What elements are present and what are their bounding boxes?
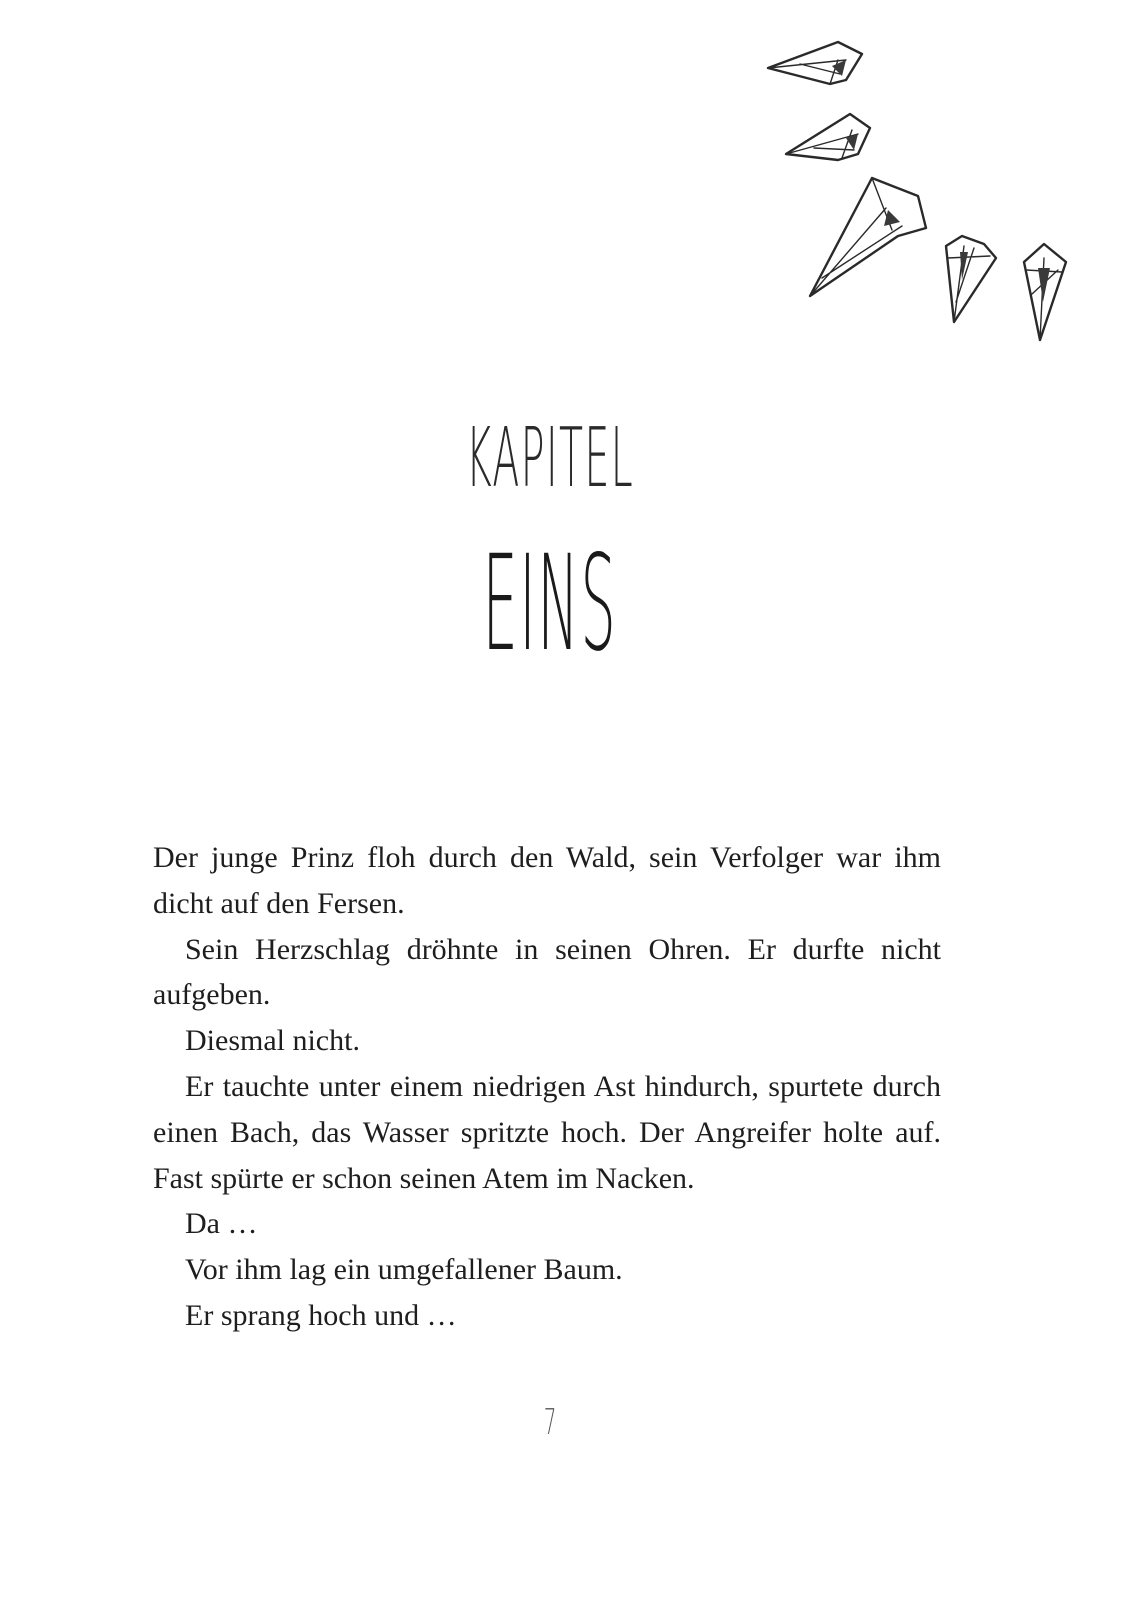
chapter-number: EINS xyxy=(482,527,618,681)
paragraph: Er tauchte unter einem niedrigen Ast hindurch, spurtete durch einen Bach, das Wasser spritzte hoch. Der Angreifer holte auf. Fast spürte er schon seinen Atem im Nacken. xyxy=(153,1069,941,1195)
paper-planes-illustration xyxy=(760,30,1100,360)
chapter-label: KAPITEL xyxy=(465,411,635,506)
paragraph: Da … xyxy=(185,1207,258,1241)
paragraph: Der junge Prinz floh durch den Wald, sein Verfolger war ihm dicht auf den Fersen. xyxy=(153,841,941,920)
story-text xyxy=(153,835,941,1339)
paragraph: Sein Herzschlag dröhnte in seinen Ohren. Er durfte nicht aufgeben. xyxy=(153,932,941,1012)
paper-plane-icon xyxy=(1024,244,1066,340)
paper-plane-icon xyxy=(786,114,870,160)
paper-plane-icon xyxy=(768,42,862,84)
paragraph: Diesmal nicht. xyxy=(185,1024,360,1058)
paper-plane-icon xyxy=(810,178,926,296)
page-number: 7 xyxy=(543,1402,557,1443)
paragraph: Vor ihm lag ein umgefallener Baum. xyxy=(185,1253,623,1287)
paragraph: Er sprang hoch und … xyxy=(185,1298,457,1332)
paper-plane-icon xyxy=(946,236,996,322)
